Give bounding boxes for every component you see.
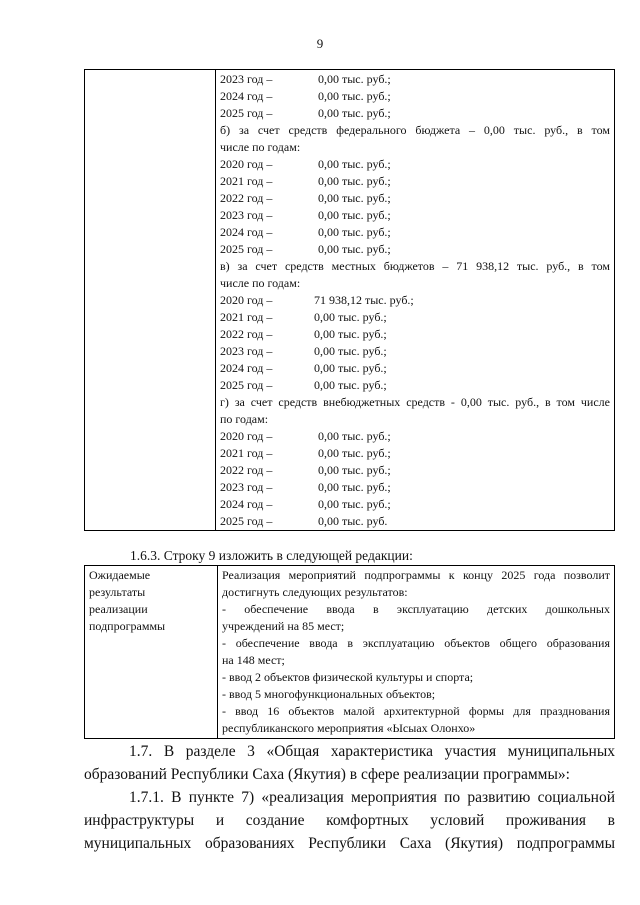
year-amount: 0,00 тыс. руб.; [318,480,391,494]
year-amount: 0,00 тыс. руб.; [314,378,387,392]
year-amount: 71 938,12 тыс. руб.; [314,293,414,307]
results-line: Реализация мероприятий подпрограммы к концу 2025 года позволит [222,568,610,582]
year-label: 2025 год – [220,514,273,528]
year-amount: 0,00 тыс. руб.; [318,174,391,188]
year-label: 2022 год – [220,191,273,205]
year-amount: 0,00 тыс. руб.; [318,497,391,511]
year-label: 2021 год – [220,446,273,460]
year-label: 2025 год – [220,378,273,392]
local-heading-cont: числе по годам: [220,276,301,290]
federal-heading-cont: числе по годам: [220,140,301,154]
year-label: 2020 год – [220,157,273,171]
year-amount: 0,00 тыс. руб.; [314,361,387,375]
year-label: 2020 год – [220,429,273,443]
funding-year-row [220,224,610,241]
funding-year-row [220,292,610,309]
funding-year-row [220,105,610,122]
year-label: 2023 год – [220,208,273,222]
funding-year-row [220,343,610,360]
results-line: - обеспечение ввода в эксплуатацию детских дошкольных [222,602,610,616]
funding-year-row [220,190,610,207]
year-amount: 0,00 тыс. руб.; [314,344,387,358]
results-label-line: результаты [89,585,146,599]
funding-year-row [220,428,610,445]
funding-table [84,69,615,531]
funding-year-row [220,156,610,173]
year-label: 2022 год – [220,463,273,477]
funding-year-row [220,360,610,377]
extra-heading: г) за счет средств внебюджетных средств - 0,00 тыс. руб., в том числе [220,395,610,409]
funding-details-cell [216,70,615,531]
year-amount: 0,00 тыс. руб.; [318,446,391,460]
paragraph-1-7-1-line3: муниципальных образованиях Республики Саха (Якутия) подпрограммы [84,835,615,852]
year-amount: 0,00 тыс. руб.; [314,310,387,324]
results-label-line: реализации [89,602,148,616]
funding-year-row [220,445,610,462]
results-label-line: Ожидаемые [89,568,151,582]
funding-label-cell [85,70,216,531]
funding-year-row [220,241,610,258]
results-line: - ввод 5 многофункциональных объектов; [222,687,436,701]
year-label: 2025 год – [220,242,273,256]
results-line: - обеспечение ввода в эксплуатацию объектов общего образования [222,636,610,650]
year-label: 2024 год – [220,497,273,511]
paragraph-1-7 [84,740,615,786]
local-heading: в) за счет средств местных бюджетов – 71 938,12 тыс. руб., в том [220,259,610,273]
results-table [84,565,615,739]
year-label: 2024 год – [220,225,273,239]
results-label-line: подпрограммы [89,619,166,633]
funding-year-row [220,309,610,326]
results-line: республиканского мероприятия «Ысыах Олонхо» [222,721,476,735]
funding-year-row [220,71,610,88]
year-label: 2021 год – [220,310,273,324]
paragraph-1-7-1-line1: 1.7.1. В пункте 7) «реализация мероприятия по развитию социальной [129,789,615,806]
year-label: 2020 год – [220,293,273,307]
results-line: - ввод 16 объектов малой архитектурной формы для празднования [222,704,610,718]
section-heading: 1.6.3. Строку 9 изложить в следующей редакции: [130,548,413,563]
funding-year-row [220,462,610,479]
year-amount: 0,00 тыс. руб.; [318,157,391,171]
federal-heading: б) за счет средств федерального бюджета – 0,00 тыс. руб., в том [220,123,610,137]
year-label: 2023 год – [220,72,273,86]
year-label: 2023 год – [220,480,273,494]
year-amount: 0,00 тыс. руб.; [318,463,391,477]
year-amount: 0,00 тыс. руб.; [318,89,391,103]
paragraph-1-7-line1: 1.7. В разделе 3 «Общая характеристика участия муниципальных [129,743,615,760]
year-label: 2024 год – [220,361,273,375]
results-text-cell [218,566,615,739]
year-amount: 0,00 тыс. руб.; [318,429,391,443]
funding-year-row [220,513,610,530]
year-amount: 0,00 тыс. руб.; [318,242,391,256]
paragraph-1-7-1 [84,786,615,855]
year-label: 2021 год – [220,174,273,188]
year-amount: 0,00 тыс. руб.; [318,191,391,205]
funding-year-row [220,326,610,343]
results-label-cell [85,566,218,739]
year-label: 2024 год – [220,89,273,103]
funding-year-row [220,88,610,105]
year-amount: 0,00 тыс. руб.; [318,208,391,222]
funding-year-row [220,377,610,394]
year-label: 2023 год – [220,344,273,358]
paragraph-1-7-1-line2: инфраструктуры и создание комфортных условий проживания в [84,812,615,829]
results-line: учреждений на 85 мест; [222,619,345,633]
year-amount: 0,00 тыс. руб.; [314,327,387,341]
year-label: 2025 год – [220,106,273,120]
year-label: 2022 год – [220,327,273,341]
year-amount: 0,00 тыс. руб. [318,514,388,528]
page-number: 9 [316,36,324,51]
funding-year-row [220,479,610,496]
year-amount: 0,00 тыс. руб.; [318,225,391,239]
results-line: достигнуть следующих результатов: [222,585,408,599]
paragraph-1-7-line2: образований Республики Саха (Якутия) в сфере реализации программы»: [84,766,570,783]
extra-heading-cont: по годам: [220,412,269,426]
year-amount: 0,00 тыс. руб.; [318,106,391,120]
funding-year-row [220,173,610,190]
results-line: - ввод 2 объектов физической культуры и спорта; [222,670,474,684]
results-line: на 148 мест; [222,653,285,667]
funding-year-row [220,496,610,513]
year-amount: 0,00 тыс. руб.; [318,72,391,86]
funding-year-row [220,207,610,224]
